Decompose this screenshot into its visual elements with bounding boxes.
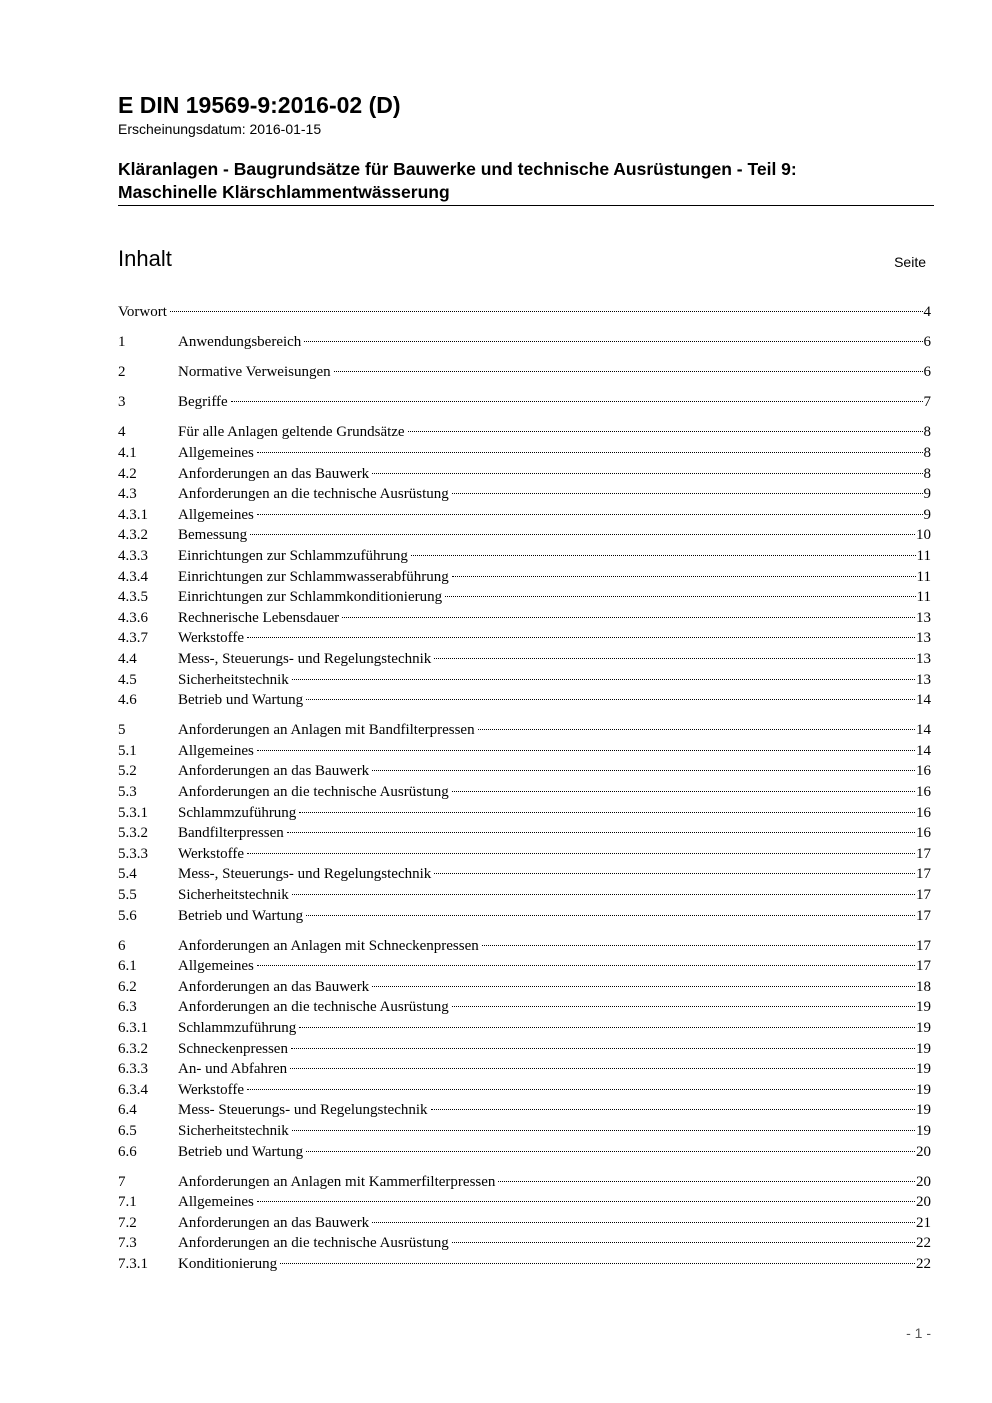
- toc-entry[interactable]: [118, 302, 931, 323]
- dot-leader: [292, 894, 915, 895]
- dot-leader: [452, 576, 916, 577]
- toc-entry-title: Sicherheitstechnik: [178, 1122, 289, 1139]
- dot-leader: [306, 1151, 915, 1152]
- toc-entry-page: 17: [916, 937, 931, 954]
- document-header: [118, 92, 934, 206]
- toc-entry-title: Konditionierung: [178, 1256, 278, 1273]
- toc-entry[interactable]: [118, 864, 931, 885]
- toc-entry-title: Anforderungen an Anlagen mit Kammerfilterpressen: [178, 1173, 496, 1190]
- toc-entry-title: Rechnerische Lebensdauer: [178, 609, 340, 626]
- dot-leader: [247, 637, 915, 638]
- dot-leader: [280, 1263, 915, 1264]
- dot-leader: [287, 832, 915, 833]
- dot-leader: [257, 514, 923, 515]
- dot-leader: [306, 915, 915, 916]
- toc-entry-page: 17: [916, 866, 931, 883]
- toc-entry-page: 19: [916, 1081, 931, 1098]
- toc-entry-title: Anforderungen an Anlagen mit Bandfilterpressen: [178, 722, 475, 739]
- toc-entry-title: Anforderungen an das Bauwerk: [178, 763, 370, 780]
- dot-leader: [434, 873, 915, 874]
- dot-leader: [231, 401, 923, 402]
- page-number: - 1 -: [906, 1325, 931, 1341]
- toc-entry-page: 17: [916, 958, 931, 975]
- toc-entry-title: Anforderungen an das Bauwerk: [178, 978, 370, 995]
- toc-entry-number: 6.3.4: [118, 1081, 148, 1098]
- dot-leader: [257, 1201, 915, 1202]
- toc-entry-title: Allgemeines: [178, 506, 254, 523]
- toc-entry-number: 6.6: [118, 1143, 137, 1160]
- dot-leader: [292, 1130, 915, 1131]
- dot-leader: [372, 1222, 915, 1223]
- dot-leader: [498, 1181, 915, 1182]
- toc-entry-number: 4.3.5: [118, 589, 148, 606]
- toc-entry-number: 7.3.1: [118, 1256, 148, 1273]
- toc-entry[interactable]: [118, 885, 931, 906]
- toc-entry-page: 11: [916, 547, 931, 564]
- toc-entry-number: 5.6: [118, 907, 137, 924]
- dot-leader: [299, 1027, 915, 1028]
- toc-entry-page: 14: [916, 692, 931, 709]
- toc-entry[interactable]: [118, 525, 931, 546]
- toc-entry[interactable]: [118, 505, 931, 526]
- toc-entry-page: 19: [916, 999, 931, 1016]
- document-title-line-1: Kläranlagen - Baugrundsätze für Bauwerke und technische Ausrüstungen - Teil 9:: [118, 159, 797, 179]
- dot-leader: [408, 431, 923, 432]
- toc-entry[interactable]: [118, 977, 931, 998]
- toc-entry-title: An- und Abfahren: [178, 1061, 288, 1078]
- toc-entry-number: 4.2: [118, 465, 137, 482]
- toc-entry-page: 22: [916, 1235, 931, 1252]
- toc-entry[interactable]: [118, 844, 931, 865]
- toc-entry-number: 7: [118, 1173, 126, 1190]
- dot-leader: [452, 1006, 915, 1007]
- toc-entry-number: 4.3.1: [118, 506, 148, 523]
- toc-entry-title: Einrichtungen zur Schlammzuführung: [178, 547, 408, 564]
- toc-entry-page: 13: [916, 671, 931, 688]
- toc-entry-title: Vorwort: [118, 304, 167, 320]
- toc-entry[interactable]: [118, 1233, 931, 1254]
- toc-entry[interactable]: [118, 567, 931, 588]
- toc-entry-number: 4.3.4: [118, 568, 148, 585]
- toc-entry-title: Schneckenpressen: [178, 1040, 288, 1057]
- toc-entry-title: Allgemeines: [178, 958, 254, 975]
- toc-heading: Inhalt: [118, 246, 172, 271]
- toc-entry-page: 19: [916, 1040, 931, 1057]
- toc-entry[interactable]: [118, 1018, 931, 1039]
- toc-entry[interactable]: [118, 484, 931, 505]
- toc-entry-page: 8: [923, 444, 931, 461]
- toc-entry-number: 5.3.2: [118, 825, 148, 842]
- toc-entry-page: 19: [916, 1122, 931, 1139]
- toc-entry-number: 6.3.2: [118, 1040, 148, 1057]
- toc-entry-title: Werkstoffe: [178, 630, 244, 647]
- toc-entry-page: 20: [916, 1194, 931, 1211]
- toc-entry-page: 18: [916, 978, 931, 995]
- toc-heading-row: [118, 245, 926, 275]
- toc-entry-title: Begriffe: [178, 394, 228, 411]
- toc-entry-number: 5.3: [118, 783, 137, 800]
- toc-entry-page: 13: [916, 650, 931, 667]
- dot-leader: [247, 1089, 915, 1090]
- toc-entry-page: 8: [923, 424, 931, 441]
- toc-entry-number: 4.5: [118, 671, 137, 688]
- toc-entry-title: Schlammzuführung: [178, 1020, 297, 1036]
- toc-entry-page: 22: [916, 1256, 931, 1273]
- toc-entry[interactable]: [118, 649, 931, 670]
- toc-entry-title: Sicherheitstechnik: [178, 886, 289, 903]
- toc-entry-page: 16: [916, 825, 931, 842]
- toc-entry-title: Anforderungen an das Bauwerk: [178, 465, 370, 482]
- document-title-line-2: Maschinelle Klärschlammentwässerung: [118, 182, 450, 202]
- toc-entry-number: 4: [118, 424, 126, 441]
- toc-entry-title: Werkstoffe: [178, 1081, 244, 1098]
- toc-entry[interactable]: [118, 997, 931, 1018]
- toc-entry[interactable]: [118, 670, 931, 691]
- toc-entry-number: 1: [118, 334, 126, 351]
- toc-entry-page: 20: [916, 1173, 931, 1190]
- toc-entry-title: Mess-, Steuerungs- und Regelungstechnik: [178, 650, 432, 667]
- toc-entry-number: 5.2: [118, 763, 137, 780]
- toc-entry[interactable]: [118, 761, 931, 782]
- toc-entry-title: Normative Verweisungen: [178, 364, 331, 381]
- toc-entry-number: 4.3.6: [118, 609, 148, 626]
- toc-entry-number: 3: [118, 394, 126, 411]
- toc-entry-title: Werkstoffe: [178, 845, 244, 862]
- toc-entry-number: 5.1: [118, 742, 137, 759]
- toc-entry-title: Anforderungen an Anlagen mit Schneckenpressen: [178, 937, 479, 954]
- toc-entry-title: Betrieb und Wartung: [178, 692, 304, 709]
- dot-leader: [372, 473, 922, 474]
- toc-entry[interactable]: [118, 936, 931, 957]
- dot-leader: [372, 770, 915, 771]
- dot-leader: [292, 679, 915, 680]
- dot-leader: [411, 555, 916, 556]
- toc-entry-title: Mess- Steuerungs- und Regelungstechnik: [178, 1102, 428, 1119]
- toc-entry-page: 8: [923, 465, 931, 482]
- toc-entry-title: Anforderungen an die technische Ausrüstung: [178, 783, 449, 800]
- toc-entry-page: 21: [916, 1214, 931, 1231]
- dot-leader: [372, 986, 915, 987]
- dot-leader: [257, 452, 923, 453]
- dot-leader: [434, 658, 915, 659]
- toc-entry-number: 5.3.3: [118, 845, 148, 862]
- toc-entry-page: 11: [916, 568, 931, 585]
- toc-entry-title: Anforderungen an die technische Ausrüstung: [178, 1235, 449, 1252]
- toc-entry[interactable]: [118, 906, 931, 927]
- toc-entry[interactable]: [118, 741, 931, 762]
- toc-entry-page: 16: [916, 763, 931, 780]
- toc-entry-number: 5.5: [118, 886, 137, 903]
- toc-entry[interactable]: [118, 608, 931, 629]
- toc-entry[interactable]: [118, 782, 931, 803]
- toc-entry[interactable]: [118, 587, 931, 608]
- toc-entry-number: 7.3: [118, 1235, 137, 1252]
- toc-entry-page: 17: [916, 907, 931, 924]
- toc-entry-page: 9: [923, 506, 931, 523]
- dot-leader: [482, 945, 915, 946]
- toc-entry-title: Betrieb und Wartung: [178, 1143, 304, 1160]
- dot-leader: [306, 699, 915, 700]
- dot-leader: [257, 750, 915, 751]
- table-of-contents: [118, 302, 931, 1275]
- toc-entry-title: Für alle Anlagen geltende Grundsätze: [178, 424, 405, 441]
- toc-entry-page: 11: [916, 589, 931, 606]
- toc-entry-page: 17: [916, 886, 931, 903]
- page-column-label: Seite: [894, 254, 926, 270]
- toc-entry[interactable]: [118, 422, 931, 443]
- dot-leader: [452, 1242, 915, 1243]
- toc-entry[interactable]: [118, 332, 931, 353]
- toc-entry-page: 14: [916, 722, 931, 739]
- toc-entry[interactable]: [118, 464, 931, 485]
- toc-entry-title: Anforderungen an die technische Ausrüstung: [178, 486, 449, 503]
- toc-entry-title: Anwendungsbereich: [178, 334, 302, 351]
- toc-entry-title: Allgemeines: [178, 742, 254, 759]
- toc-entry[interactable]: [118, 720, 931, 741]
- dot-leader: [170, 311, 923, 312]
- toc-entry[interactable]: [118, 1172, 931, 1193]
- toc-entry[interactable]: [118, 1254, 931, 1275]
- toc-entry[interactable]: [118, 803, 931, 824]
- toc-entry-number: 5.3.1: [118, 804, 148, 821]
- dot-leader: [290, 1068, 915, 1069]
- toc-entry-page: 10: [916, 527, 931, 544]
- toc-entry-page: 19: [916, 1102, 931, 1119]
- toc-entry-number: 6.1: [118, 958, 137, 975]
- toc-entry-number: 7.2: [118, 1214, 137, 1231]
- toc-entry-page: 4: [923, 304, 931, 320]
- toc-entry-number: 6.3.1: [118, 1020, 148, 1036]
- toc-entry-title: Sicherheitstechnik: [178, 671, 289, 688]
- toc-entry-number: 5: [118, 722, 126, 739]
- toc-entry[interactable]: [118, 823, 931, 844]
- dot-leader: [291, 1048, 915, 1049]
- dot-leader: [445, 596, 915, 597]
- toc-entry-number: 6.4: [118, 1102, 137, 1119]
- toc-entry-page: 9: [923, 486, 931, 503]
- toc-entry-title: Bemessung: [178, 527, 248, 544]
- toc-entry-page: 13: [916, 609, 931, 626]
- toc-entry[interactable]: [118, 1213, 931, 1234]
- toc-entry[interactable]: [118, 1080, 931, 1101]
- toc-entry[interactable]: [118, 1121, 931, 1142]
- toc-entry-title: Anforderungen an das Bauwerk: [178, 1214, 370, 1231]
- toc-entry-title: Allgemeines: [178, 444, 254, 461]
- toc-entry-page: 19: [916, 1020, 931, 1036]
- dot-leader: [452, 493, 923, 494]
- toc-entry-number: 6: [118, 937, 126, 954]
- toc-entry-page: 13: [916, 630, 931, 647]
- toc-entry-page: 14: [916, 742, 931, 759]
- toc-entry[interactable]: [118, 1100, 931, 1121]
- publication-date: Erscheinungsdatum: 2016-01-15: [118, 121, 322, 137]
- toc-entry-page: 16: [916, 804, 931, 821]
- toc-entry-number: 6.3.3: [118, 1061, 148, 1078]
- toc-entry[interactable]: [118, 1142, 931, 1163]
- toc-entry-number: 4.4: [118, 650, 137, 667]
- toc-entry-title: Allgemeines: [178, 1194, 254, 1211]
- toc-entry-number: 6.2: [118, 978, 137, 995]
- dot-leader: [299, 812, 915, 813]
- toc-entry-page: 6: [923, 334, 931, 351]
- toc-entry-page: 7: [923, 394, 931, 411]
- dot-leader: [342, 617, 915, 618]
- toc-entry-page: 19: [916, 1061, 931, 1078]
- toc-entry-page: 17: [916, 845, 931, 862]
- toc-entry[interactable]: [118, 690, 931, 711]
- toc-entry-page: 16: [916, 783, 931, 800]
- dot-leader: [257, 965, 915, 966]
- toc-entry-number: 4.1: [118, 444, 137, 461]
- dot-leader: [431, 1109, 915, 1110]
- toc-entry[interactable]: [118, 1192, 931, 1213]
- toc-entry-number: 4.3.2: [118, 527, 148, 544]
- toc-entry-number: 2: [118, 364, 126, 381]
- toc-entry-number: 5.4: [118, 866, 137, 883]
- toc-entry-title: Betrieb und Wartung: [178, 907, 304, 924]
- toc-entry-title: Bandfilterpressen: [178, 825, 284, 842]
- document-title: [118, 158, 934, 206]
- toc-entry-title: Einrichtungen zur Schlammwasserabführung: [178, 568, 449, 585]
- toc-entry[interactable]: [118, 956, 931, 977]
- document-id: E DIN 19569-9:2016-02 (D): [118, 92, 401, 118]
- dot-leader: [452, 791, 915, 792]
- dot-leader: [247, 853, 915, 854]
- dot-leader: [334, 371, 923, 372]
- toc-entry-page: 6: [923, 364, 931, 381]
- toc-entry-number: 6.5: [118, 1122, 137, 1139]
- toc-entry-number: 4.3.3: [118, 547, 148, 564]
- toc-entry-title: Anforderungen an die technische Ausrüstung: [178, 999, 449, 1016]
- toc-entry[interactable]: [118, 1039, 931, 1060]
- dot-leader: [304, 341, 922, 342]
- toc-entry[interactable]: [118, 546, 931, 567]
- toc-entry-title: Einrichtungen zur Schlammkonditionierung: [178, 589, 443, 606]
- toc-entry[interactable]: [118, 362, 931, 383]
- dot-leader: [478, 729, 915, 730]
- toc-entry[interactable]: [118, 392, 931, 413]
- toc-entry[interactable]: [118, 1059, 931, 1080]
- toc-entry-number: 6.3: [118, 999, 137, 1016]
- toc-entry[interactable]: [118, 443, 931, 464]
- toc-entry-title: Schlammzuführung: [178, 804, 297, 821]
- toc-entry-number: 4.3.7: [118, 630, 148, 647]
- toc-entry-page: 20: [916, 1143, 931, 1160]
- dot-leader: [250, 534, 915, 535]
- toc-entry-title: Mess-, Steuerungs- und Regelungstechnik: [178, 866, 432, 883]
- toc-entry-number: 4.3: [118, 486, 137, 503]
- toc-entry-number: 4.6: [118, 692, 137, 709]
- toc-entry-number: 7.1: [118, 1194, 137, 1211]
- toc-entry[interactable]: [118, 628, 931, 649]
